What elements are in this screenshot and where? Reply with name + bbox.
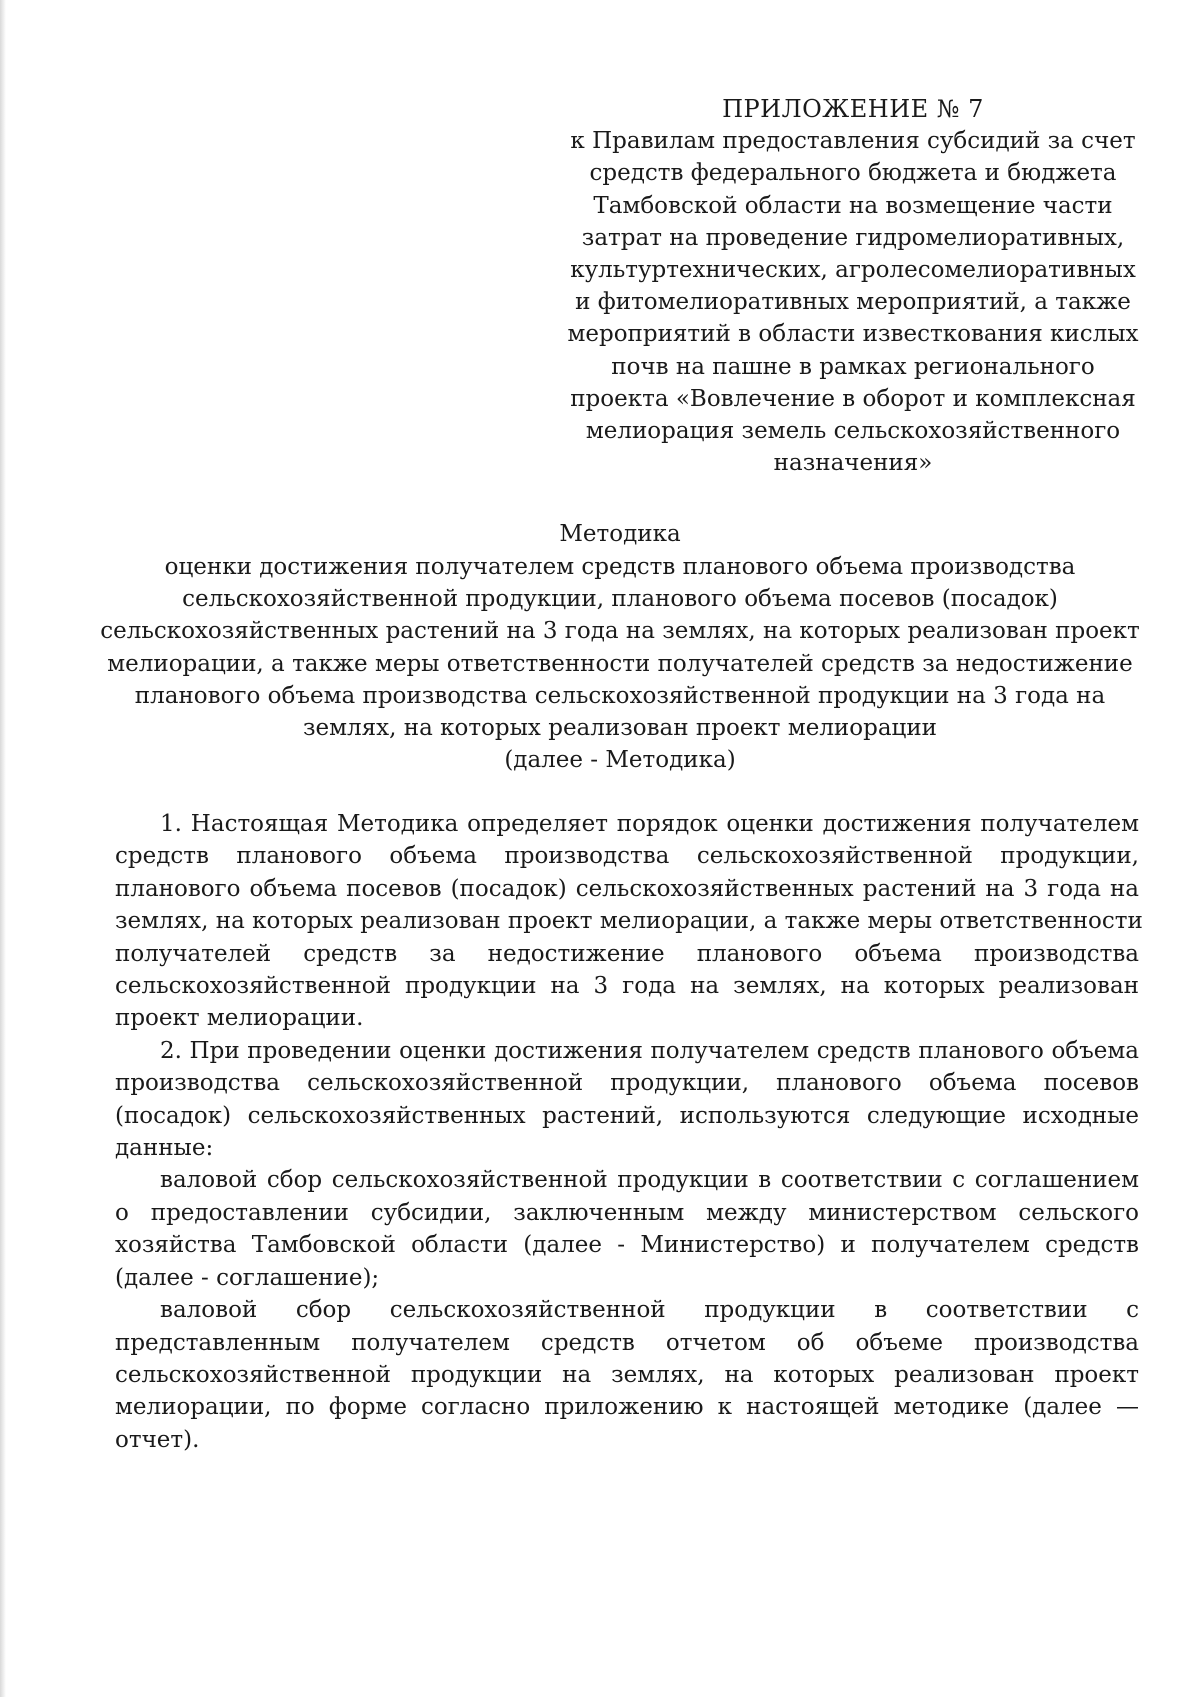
paragraph-3 — [115, 1164, 1139, 1294]
method-subtitle-line: оценки достижения получателем средств планового объема производства — [164, 554, 1076, 580]
appendix-line: назначения» — [773, 450, 933, 477]
paragraph-line: (посадок) сельскохозяйственных растений, используются следующие исходные — [115, 1102, 1139, 1129]
paragraph-line: планового объема посевов (посадок) сельскохозяйственных растений на 3 года на — [115, 875, 1139, 902]
method-subtitle — [100, 551, 1140, 776]
method-subtitle-line: землях, на которых реализован проект мелиорации — [303, 715, 937, 742]
appendix-line: затрат на проведение гидромелиоративных, — [581, 224, 1125, 251]
paragraph-line: мелиорации, по форме согласно приложению к настоящей методике (далее — — [115, 1394, 1139, 1421]
paragraph-line: валовой сбор сельскохозяйственной продукции в соответствии с — [160, 1297, 1139, 1324]
appendix-line: проекта «Вовлечение в оборот и комплексная — [570, 385, 1136, 412]
appendix-line: мероприятий в области известкования кислых — [567, 321, 1139, 348]
appendix-line: средств федерального бюджета и бюджета — [589, 160, 1117, 187]
paragraph-4 — [115, 1294, 1139, 1456]
paragraph-line: данные: — [115, 1135, 214, 1162]
appendix-line: мелиорация земель сельскохозяйственного — [585, 418, 1121, 445]
paragraph-2 — [115, 1035, 1139, 1165]
paragraph-line: 1. Настоящая Методика определяет порядок оценки достижения получателем — [160, 811, 1139, 837]
appendix-title: ПРИЛОЖЕНИЕ № 7 — [722, 95, 984, 123]
appendix-header — [566, 93, 1140, 479]
paragraph-line: средств планового объема производства сельскохозяйственной продукции, — [115, 843, 1139, 870]
paragraph-line: сельскохозяйственной продукции на 3 года на землях, на которых реализован — [115, 973, 1139, 1000]
appendix-line: Тамбовской области на возмещение части — [593, 192, 1113, 219]
paragraph-line: 2. При проведении оценки достижения получателем средств планового объема — [160, 1037, 1139, 1064]
paragraph-line: проект мелиорации. — [115, 1005, 364, 1032]
appendix-line: почв на пашне в рамках регионального — [611, 353, 1095, 380]
paragraph-line: валовой сбор сельскохозяйственной продукции в соответствии с соглашением — [160, 1167, 1139, 1194]
method-subtitle-line: сельскохозяйственных растений на 3 года на землях, на которых реализован проект — [100, 618, 1140, 645]
paragraph-line: отчет). — [115, 1426, 200, 1453]
appendix-line: к Правилам предоставления субсидий за счет — [570, 128, 1136, 155]
paragraph-line: производства сельскохозяйственной продукции, планового объема посевов — [115, 1070, 1139, 1097]
paragraph-line: получателей средств за недостижение планового объема производства — [115, 940, 1139, 967]
method-subtitle-line: мелиорации, а также меры ответственности получателей средств за недостижение — [107, 650, 1133, 677]
paragraph-line: землях, на которых реализован проект мелиорации, а также меры ответственности — [115, 908, 1143, 935]
method-subtitle-line: (далее - Методика) — [504, 747, 736, 774]
paragraph-line: (далее - соглашение); — [115, 1264, 380, 1291]
body-text — [115, 808, 1143, 1456]
paragraph-line: о предоставлении субсидии, заключенным между министерством сельского — [115, 1199, 1139, 1226]
appendix-line: и фитомелиоративных мероприятий, а также — [575, 289, 1131, 316]
paragraph-line: представленным получателем средств отчетом об объеме производства — [115, 1329, 1139, 1356]
method-title: Методика — [559, 521, 681, 547]
paragraph-line: сельскохозяйственной продукции на землях, на которых реализован проект — [115, 1361, 1139, 1388]
method-subtitle-line: планового объема производства сельскохозяйственной продукции на 3 года на — [134, 682, 1106, 709]
paragraph-line: хозяйства Тамбовской области (далее - Министерство) и получателем средств — [115, 1232, 1139, 1259]
method-subtitle-line: сельскохозяйственной продукции, планового объема посевов (посадок) — [182, 586, 1058, 613]
scan-edge-artifact — [0, 0, 6, 1697]
appendix-line: культуртехнических, агролесомелиоративных — [570, 257, 1136, 284]
paragraph-1 — [115, 808, 1143, 1035]
